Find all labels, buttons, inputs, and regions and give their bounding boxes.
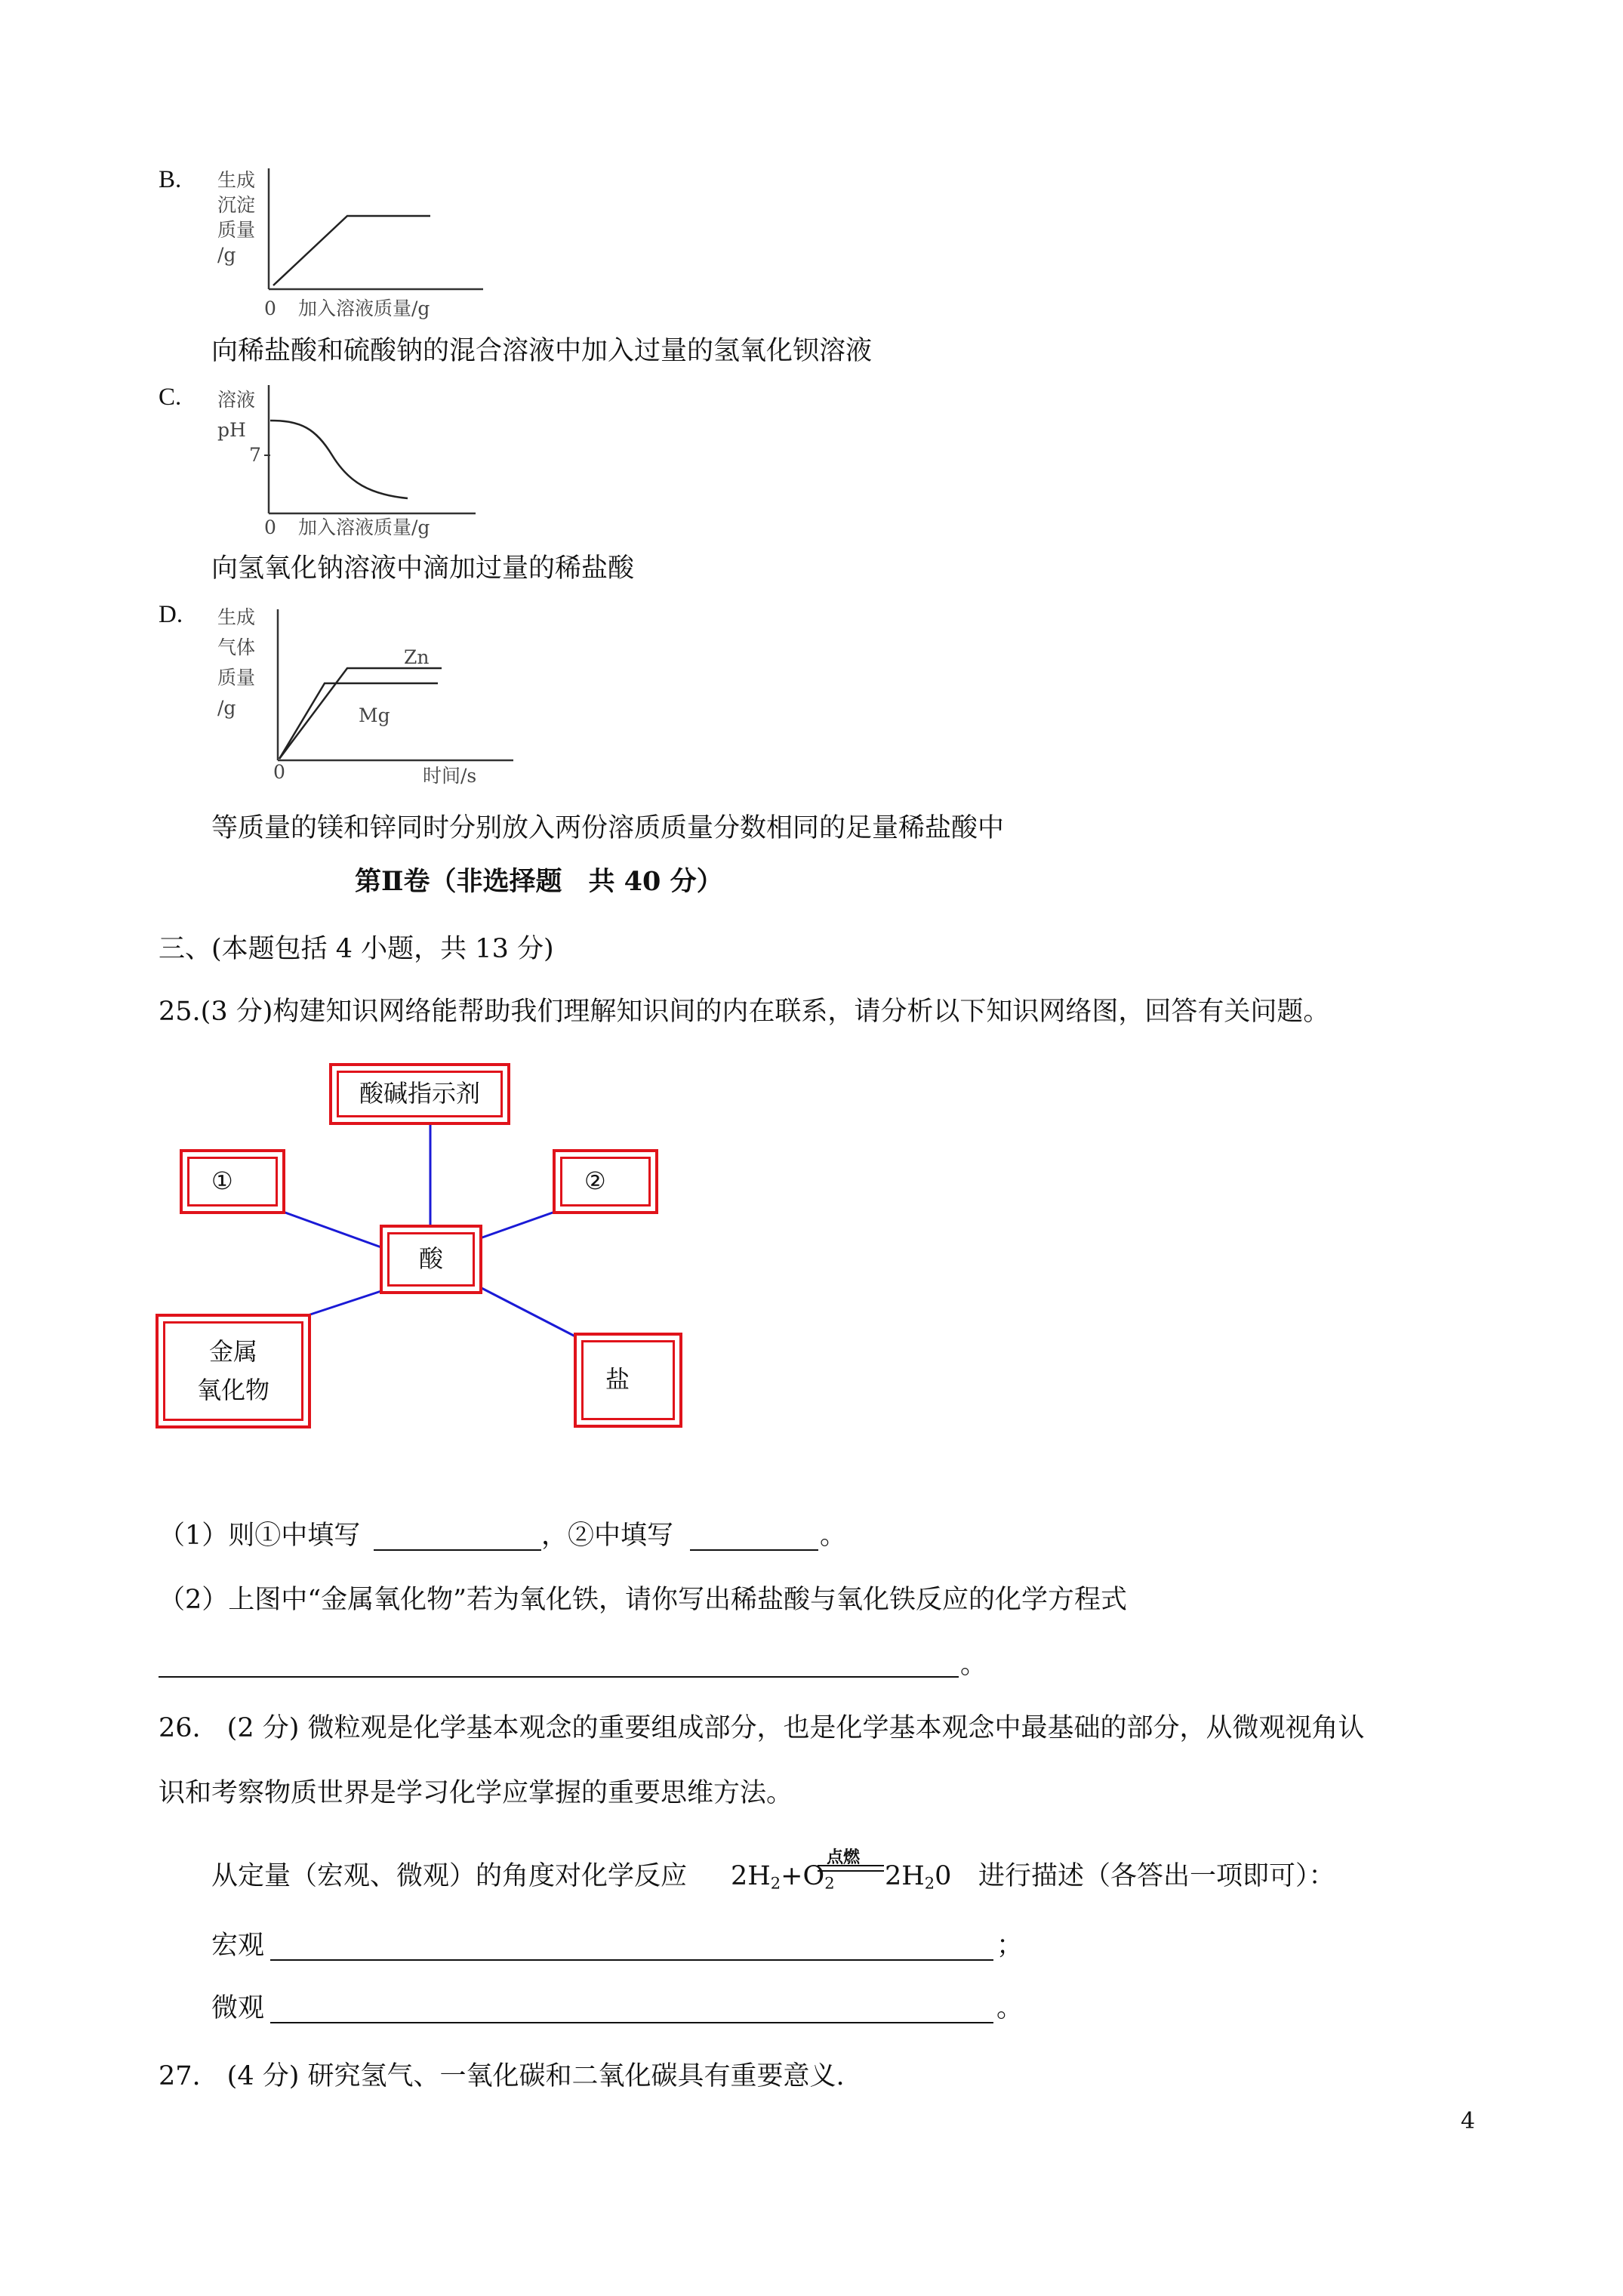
- option-b-letter: B.: [159, 166, 182, 193]
- option-c-letter: C.: [159, 384, 182, 411]
- node-blank-2: ②: [553, 1149, 658, 1214]
- option-c-ylabel: 溶液 pH: [217, 389, 256, 441]
- option-c-tick: 7: [249, 444, 261, 466]
- option-b-caption: 向稀盐酸和硫酸钠的混合溶液中加入过量的氢氧化钡溶液: [211, 336, 873, 366]
- q26-macro-blank[interactable]: [270, 1959, 993, 1961]
- q26-micro-end: 。: [996, 1993, 1024, 2023]
- connector-right: [480, 1212, 555, 1238]
- option-d-ylabel: 生成 气体 质量 /g: [217, 606, 256, 719]
- node-salt: 盐: [574, 1333, 682, 1428]
- q25-sub1-end: 。: [820, 1521, 847, 1551]
- q25-sub1-prefix: （1）则①中填写: [159, 1521, 361, 1551]
- q27-stem: 27. (4 分) 研究氢气、一氧化碳和二氧化碳具有重要意义.: [159, 2061, 845, 2091]
- q26-reactants: $2H_2+O_2$: [731, 1861, 835, 1893]
- connector-left: [283, 1212, 381, 1247]
- option-b-origin: 0: [264, 297, 276, 319]
- option-c-caption: 向氢氧化钠溶液中滴加过量的稀盐酸: [211, 553, 635, 584]
- q25-blank-1[interactable]: [374, 1549, 541, 1551]
- q26-macro-label: 宏观: [211, 1931, 265, 1961]
- q26-micro-label: 微观: [211, 1993, 265, 2023]
- option-c-origin: 0: [264, 516, 276, 538]
- option-d-zn-label: Zn: [404, 646, 430, 668]
- q26-line2: 识和考察物质世界是学习化学应掌握的重要思维方法。: [159, 1778, 793, 1808]
- q25-stem: 25.(3 分)构建知识网络能帮助我们理解知识间的内在联系，请分析以下知识网络图，回答有关问题。: [159, 997, 1330, 1027]
- q25-sub2-end: 。: [960, 1650, 987, 1680]
- q26-equals-bar-2: [818, 1870, 884, 1872]
- option-d-mg-label: Mg: [359, 704, 390, 726]
- option-d-origin: 0: [273, 761, 285, 783]
- node-acid: 酸: [380, 1225, 482, 1294]
- option-b-xlabel: 加入溶液质量/g: [298, 297, 430, 319]
- q26-condition: 点燃: [827, 1848, 861, 1867]
- q25-sub1-middle: ，②中填写: [541, 1521, 674, 1551]
- volume-title: 第Ⅱ卷（非选择题 共 40 分）: [355, 866, 723, 897]
- connector-bottom-left: [308, 1291, 381, 1315]
- part-title: 三、(本题包括 4 小题，共 13 分): [159, 934, 554, 964]
- q26-tail: 进行描述（各答出一项即可）：: [978, 1861, 1335, 1891]
- q25-blank-2[interactable]: [690, 1549, 818, 1551]
- q26-equals-bar-1: [818, 1865, 884, 1866]
- option-d-letter: D.: [159, 601, 183, 628]
- q26-macro-end: ；: [996, 1931, 1024, 1961]
- node-metal-oxide: 金属 氧化物: [156, 1314, 311, 1428]
- q25-sub2: （2）上图中“金属氧化物”若为氧化铁，请你写出稀盐酸与氧化铁反应的化学方程式: [159, 1585, 1128, 1615]
- connector-bottom-right: [480, 1287, 575, 1336]
- q25-equation-blank[interactable]: [159, 1676, 959, 1678]
- page-number: 4: [1461, 2108, 1476, 2134]
- q26-product: $2H_20$: [885, 1861, 952, 1893]
- node-blank-1: ①: [180, 1149, 285, 1214]
- option-c-xlabel: 加入溶液质量/g: [298, 516, 430, 538]
- option-b-ylabel: 生成 沉淀 质量 /g: [217, 169, 256, 266]
- diagram-connectors: [0, 0, 755, 1472]
- q26-line1: 26. (2 分) 微粒观是化学基本观念的重要组成部分，也是化学基本观念中最基础的部分，从微观视角认: [159, 1713, 1365, 1743]
- q26-lead: 从定量（宏观、微观）的角度对化学反应: [211, 1861, 688, 1891]
- node-acid-base-indicator: 酸碱指示剂: [329, 1063, 510, 1125]
- q26-micro-blank[interactable]: [270, 2022, 993, 2023]
- option-d-caption: 等质量的镁和锌同时分别放入两份溶质质量分数相同的足量稀盐酸中: [211, 813, 1005, 843]
- option-d-xlabel: 时间/s: [423, 765, 477, 787]
